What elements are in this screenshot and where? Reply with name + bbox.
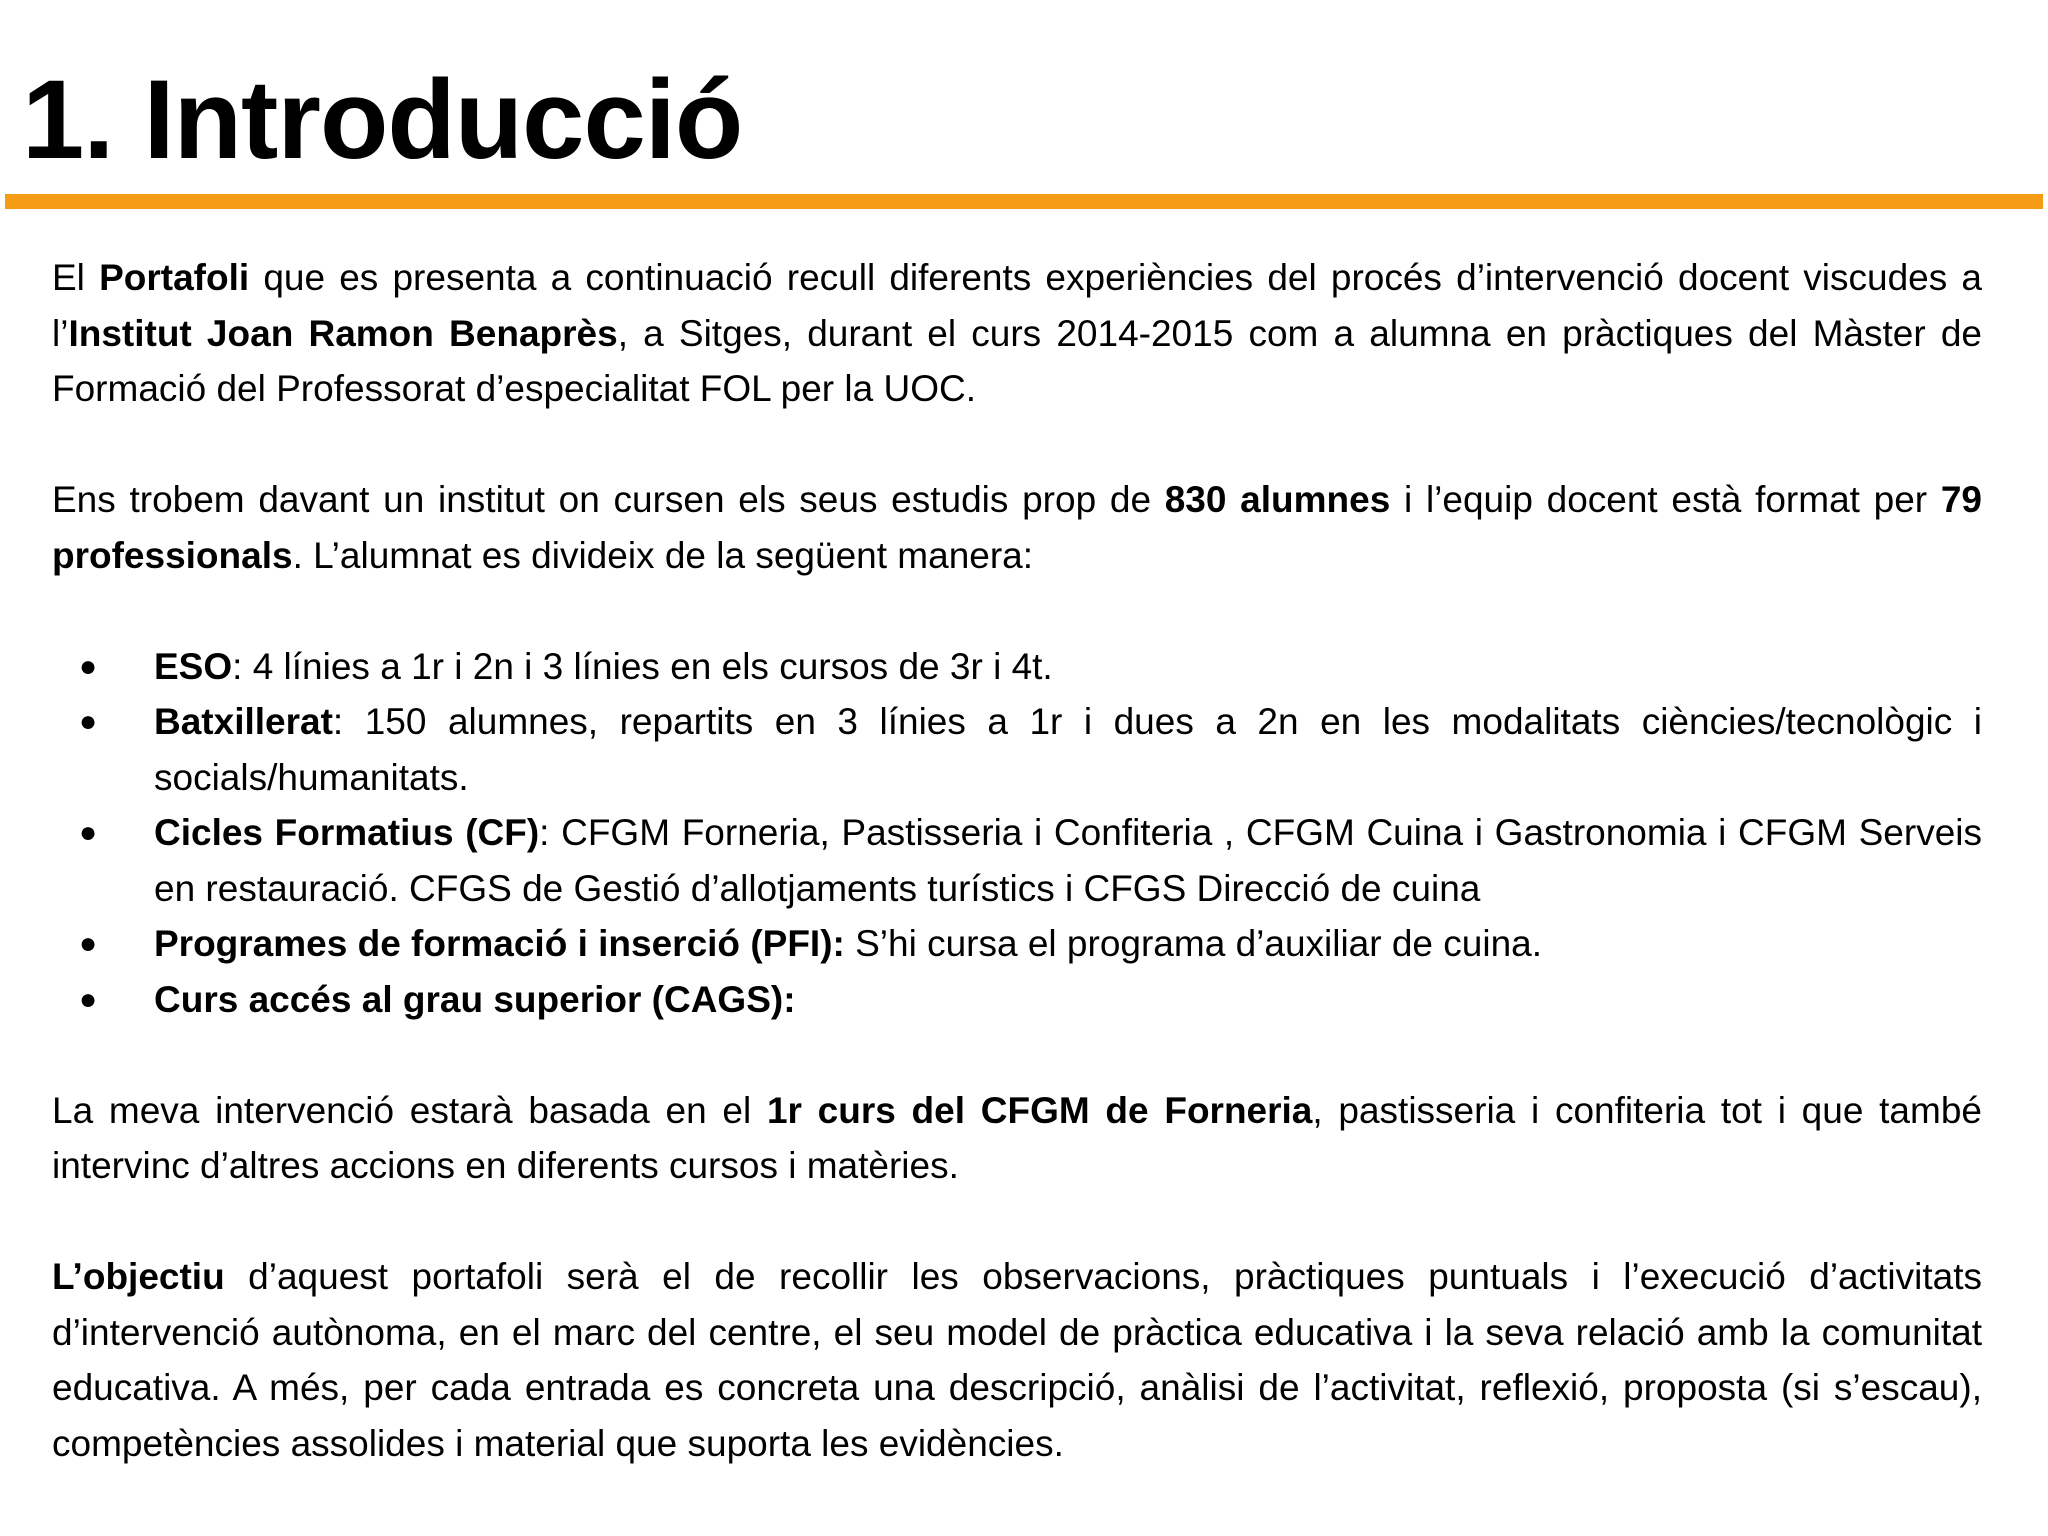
bold-run: Programes de formació i inserció (PFI):: [154, 923, 845, 964]
list-item: [52, 972, 1982, 1028]
bullet-icon: ●: [79, 816, 98, 849]
text-run: que es presenta a continuació recull diferents experiències del procés d’intervenció docent viscudes a l’: [52, 257, 1982, 354]
text-run: d’aquest portafoli serà el de recollir les observacions, pràctiques puntuals i l’execució d’activitats d’intervenció autònoma, en el marc del centre, el seu model de pràctica educativa i la seva relació amb la comunitat educativa. A més, per cada entrada es concreta una descripció, anàlisi de l’activitat, reflexió, proposta (si s’escau), competències assolides i material que suporta les evidències.: [52, 1256, 1982, 1464]
text-run: La meva intervenció estarà basada en el: [52, 1089, 767, 1131]
text-run: : CFGM Forneria, Pastisseria i Confiteria , CFGM Cuina i Gastronomia i CFGM Serveis en restauració. CFGS de Gestió d’allotjaments turístics i CFGS Direcció de cuina: [154, 812, 1982, 909]
text-run: i l’equip docent està format per: [1390, 479, 1941, 520]
bold-run: Curs accés al grau superior (CAGS):: [154, 978, 796, 1020]
document-body: [52, 250, 1982, 1471]
title-divider: [5, 194, 2043, 209]
studies-list: [52, 639, 1982, 1028]
text-run: El: [52, 257, 100, 298]
bold-run: 1r curs del CFGM de Forneria: [766, 1089, 1313, 1131]
bullet-icon: ●: [79, 982, 98, 1016]
list-item: [52, 805, 1982, 916]
text-run: : 150 alumnes, repartits en 3 línies a 1r i dues a 2n en les modalitats ciències/tecnològic i socials/humanitats.: [154, 701, 1982, 798]
intervention-paragraph: [52, 1083, 1982, 1194]
list-item: [52, 639, 1982, 695]
bullet-icon: ●: [79, 649, 98, 683]
bullet-icon: ●: [79, 927, 98, 960]
bold-run: ESO: [154, 645, 233, 687]
objective-paragraph: [52, 1249, 1982, 1471]
bold-run: Cicles Formatius (CF): [154, 812, 540, 853]
text-run: , a Sitges, durant el curs 2014-2015 com a alumna en pràctiques del Màster de Formació del Professorat d’especialitat FOL per la UOC.: [52, 312, 1982, 409]
text-run: S’hi cursa el programa d’auxiliar de cuina.: [844, 923, 1543, 964]
list-item: [52, 916, 1982, 972]
bold-run: 830 alumnes: [1164, 479, 1391, 520]
bold-run: Institut Joan Ramon Benaprès: [68, 312, 618, 354]
text-run: , pastisseria i confiteria tot i que també intervinc d’altres accions en diferents cursos i matèries.: [52, 1089, 1982, 1186]
bold-run: 79 professionals: [52, 479, 1982, 576]
text-run: Ens trobem davant un institut on cursen els seus estudis prop de: [52, 479, 1165, 520]
bold-run: Portafoli: [99, 257, 250, 298]
intro-paragraph: [52, 250, 1982, 417]
text-run: . L’alumnat es divideix de la següent manera:: [292, 534, 1034, 576]
list-item: [52, 694, 1982, 805]
text-run: : 4 línies a 1r i 2n i 3 línies en els cursos de 3r i 4t.: [232, 645, 1053, 687]
page-title: 1. Introducció: [22, 57, 743, 182]
bullet-icon: ●: [79, 705, 98, 738]
bold-run: L’objectiu: [52, 1256, 225, 1297]
institute-paragraph: [52, 472, 1982, 583]
bold-run: Batxillerat: [154, 701, 333, 742]
